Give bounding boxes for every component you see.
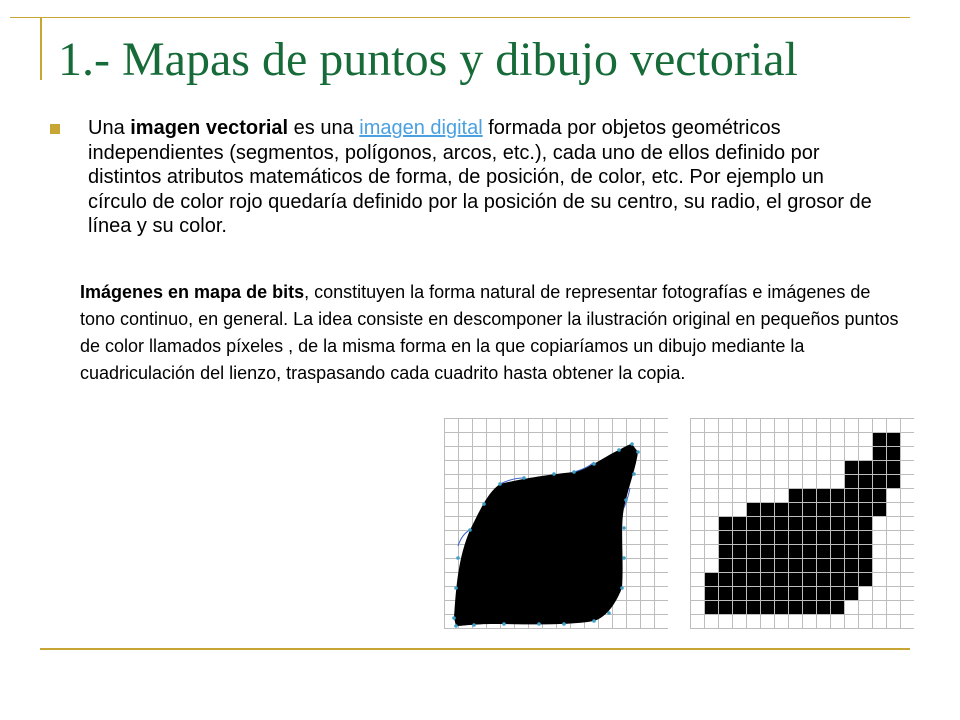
black-pixel: [858, 544, 872, 558]
black-pixel: [718, 530, 732, 544]
black-pixel: [732, 600, 746, 614]
black-pixel: [718, 572, 732, 586]
black-pixel: [788, 516, 802, 530]
black-pixel: [872, 474, 886, 488]
black-pixel: [746, 558, 760, 572]
black-pixel: [774, 586, 788, 600]
black-pixel: [858, 516, 872, 530]
black-pixel: [732, 558, 746, 572]
black-pixel: [760, 586, 774, 600]
black-pixel: [788, 586, 802, 600]
black-pixel: [872, 446, 886, 460]
anchor-point: [482, 502, 486, 506]
black-pixel: [858, 502, 872, 516]
black-pixel: [774, 572, 788, 586]
black-pixel: [816, 488, 830, 502]
black-pixel: [844, 572, 858, 586]
vector-leaf-shape: [454, 444, 638, 626]
bullet-square-icon: [50, 124, 60, 134]
black-pixel: [872, 488, 886, 502]
black-pixel: [816, 502, 830, 516]
black-pixel: [732, 516, 746, 530]
bitmap-image-paragraph: [80, 279, 900, 387]
black-pixel: [844, 586, 858, 600]
black-pixel: [802, 544, 816, 558]
black-pixel: [802, 572, 816, 586]
black-pixel: [774, 558, 788, 572]
black-pixel: [816, 544, 830, 558]
anchor-point: [468, 528, 472, 532]
black-pixel: [718, 586, 732, 600]
anchor-point: [617, 448, 621, 452]
anchor-point: [572, 470, 576, 474]
black-pixel: [844, 488, 858, 502]
anchor-point: [552, 472, 556, 476]
black-pixel: [830, 516, 844, 530]
black-pixel: [746, 586, 760, 600]
black-pixel: [830, 558, 844, 572]
black-pixel: [746, 530, 760, 544]
black-pixel: [760, 572, 774, 586]
black-pixel: [872, 432, 886, 446]
black-pixel: [774, 502, 788, 516]
anchor-point: [607, 611, 611, 615]
black-pixel: [858, 460, 872, 474]
black-pixel: [760, 558, 774, 572]
anchor-point: [472, 623, 476, 627]
black-pixel: [858, 558, 872, 572]
black-pixel: [844, 460, 858, 474]
black-pixel: [816, 586, 830, 600]
anchor-point: [630, 442, 634, 446]
black-pixel: [802, 558, 816, 572]
vector-image-paragraph: [88, 116, 878, 239]
black-pixel: [802, 516, 816, 530]
black-pixel: [802, 600, 816, 614]
black-pixel: [732, 530, 746, 544]
bitmap-drawing-figure: [690, 418, 914, 634]
anchor-point: [592, 619, 596, 623]
black-pixel: [774, 600, 788, 614]
black-pixel: [760, 530, 774, 544]
text-segment: Una: [88, 117, 131, 139]
black-pixel: [830, 572, 844, 586]
black-pixel: [718, 516, 732, 530]
black-pixel: [760, 544, 774, 558]
black-pixel: [816, 516, 830, 530]
anchor-point: [562, 622, 566, 626]
black-pixel: [844, 474, 858, 488]
black-pixel: [746, 516, 760, 530]
bold-term-bitmap-images: Imágenes en mapa de bits: [80, 282, 305, 302]
black-pixel: [704, 586, 718, 600]
accent-top-line: [10, 17, 910, 18]
black-pixel: [760, 516, 774, 530]
text-segment: formada por objetos geométricos independientes (segmentos, polígonos, arcos, etc.), cada uno de ellos definido por distintos atributos matemáticos de forma, de posición, de color, etc. Por ejemplo un círculo de color rojo quedaría definido por la posición de su centro, su radio, el grosor de línea y su color.: [88, 117, 872, 237]
black-pixel: [788, 572, 802, 586]
black-pixel: [830, 502, 844, 516]
black-pixel: [732, 572, 746, 586]
black-pixel: [774, 544, 788, 558]
black-pixel: [788, 488, 802, 502]
black-pixel: [858, 474, 872, 488]
black-pixel: [858, 530, 872, 544]
black-pixel: [718, 600, 732, 614]
black-pixel: [802, 530, 816, 544]
black-pixel: [732, 586, 746, 600]
black-pixel: [718, 544, 732, 558]
black-pixel: [788, 502, 802, 516]
vector-drawing-figure: [444, 418, 668, 634]
black-pixel: [704, 572, 718, 586]
black-pixel: [830, 544, 844, 558]
black-pixel: [886, 460, 900, 474]
black-pixel: [788, 530, 802, 544]
anchor-point: [624, 498, 628, 502]
black-pixel: [830, 586, 844, 600]
anchor-point: [456, 556, 460, 560]
black-pixel: [816, 572, 830, 586]
anchor-point: [452, 616, 456, 620]
black-pixel: [704, 600, 718, 614]
anchor-point: [454, 624, 458, 628]
black-pixel: [802, 502, 816, 516]
black-pixel: [886, 446, 900, 460]
black-pixel: [816, 530, 830, 544]
black-pixel: [760, 600, 774, 614]
black-pixel: [844, 530, 858, 544]
black-pixel: [788, 558, 802, 572]
black-pixel: [746, 600, 760, 614]
black-pixel: [802, 586, 816, 600]
accent-vertical-line: [40, 18, 42, 80]
black-pixel: [816, 558, 830, 572]
black-pixel: [816, 600, 830, 614]
anchor-point: [620, 586, 624, 590]
black-pixel: [844, 558, 858, 572]
black-pixel: [774, 530, 788, 544]
black-pixel: [732, 544, 746, 558]
black-pixel: [886, 474, 900, 488]
black-pixel: [858, 488, 872, 502]
black-pixel: [802, 488, 816, 502]
black-pixel: [788, 600, 802, 614]
anchor-point: [498, 482, 502, 486]
black-pixel: [788, 544, 802, 558]
black-pixel: [760, 502, 774, 516]
black-pixel: [844, 544, 858, 558]
slide-title: 1.- Mapas de puntos y dibujo vectorial: [58, 33, 798, 86]
black-pixel: [774, 516, 788, 530]
black-pixel: [872, 502, 886, 516]
black-pixel: [844, 516, 858, 530]
anchor-point: [622, 556, 626, 560]
black-pixel: [830, 530, 844, 544]
text-segment: , constituyen la forma natural de representar fotografías e imágenes de tono continuo, en general. La idea consiste en descomponer la ilustración original en pequeños puntos de color llamados píxeles , de la misma forma en la que copiaríamos un dibujo mediante la cuadriculación del lienzo, traspasando cada cuadrito hasta obtener la copia.: [80, 282, 899, 383]
black-pixel: [872, 460, 886, 474]
black-pixel: [844, 502, 858, 516]
text-segment: es una: [288, 117, 360, 139]
black-pixel: [746, 502, 760, 516]
black-pixel: [830, 488, 844, 502]
black-pixel: [886, 432, 900, 446]
black-pixel: [746, 544, 760, 558]
bold-term-vector-image: imagen vectorial: [130, 117, 289, 139]
anchor-point: [502, 622, 506, 626]
anchor-point: [636, 450, 640, 454]
black-pixel: [746, 572, 760, 586]
anchor-point: [537, 622, 541, 626]
black-pixel: [858, 572, 872, 586]
black-pixel: [830, 600, 844, 614]
digital-image-link[interactable]: imagen digital: [359, 117, 483, 139]
anchor-point: [622, 526, 626, 530]
black-pixel: [718, 558, 732, 572]
anchor-point: [632, 472, 636, 476]
accent-bottom-line: [40, 648, 910, 650]
anchor-point: [454, 586, 458, 590]
anchor-point: [592, 462, 596, 466]
anchor-point: [522, 476, 526, 480]
